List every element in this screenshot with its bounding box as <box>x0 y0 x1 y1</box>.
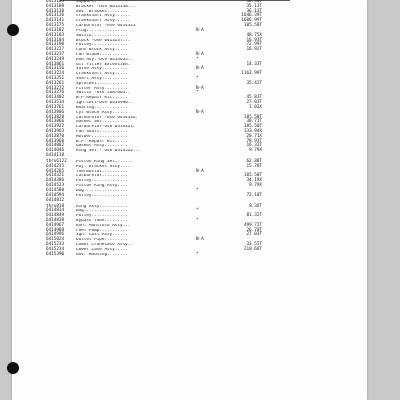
part-description: Shaft Assy.......... <box>76 77 128 81</box>
status-code: N-A <box>196 85 204 91</box>
part-description: Fan Shaft........... <box>76 129 128 134</box>
price: 26.78T <box>246 227 262 233</box>
part-description: Bypass Tube......... <box>76 218 128 223</box>
part-description: Cons Block Assy..... <box>76 48 128 53</box>
part-number: 6413190 <box>46 42 65 48</box>
part-description: W.P.Repair Kit...... <box>76 96 128 101</box>
part-number: 6413870 <box>46 133 65 139</box>
part-description: Carburetor.......... <box>76 174 128 179</box>
part-description: Pulley.............. <box>76 193 128 198</box>
part-description: Plug................ <box>76 28 128 33</box>
part-description: Fan Blade........... <box>76 52 128 57</box>
part-description: Support. <box>76 0 97 4</box>
part-number: 6413806 <box>46 109 65 115</box>
part-description: Switch.............. <box>76 33 128 38</box>
price: 16.93T <box>246 37 262 43</box>
price: 1.03X <box>249 104 262 110</box>
part-description: Outlet Pipe......... <box>76 238 128 243</box>
status-code: N-A <box>196 109 204 115</box>
status-code: N-A <box>196 237 204 243</box>
price: 34.19X <box>246 178 262 184</box>
price: 133.94X <box>243 128 262 134</box>
part-number: 6413237 <box>46 51 65 57</box>
part-description: Gov. Bracket........ <box>76 9 128 14</box>
part-number: 6413402 <box>46 95 65 101</box>
price: 45.83T <box>246 95 262 101</box>
part-description: Ign.Coil-Use 6414996.. <box>76 101 133 106</box>
price: 81.32T <box>246 213 262 219</box>
part-description: Exh. Manifold Assy... <box>76 223 131 228</box>
status-code: N-A <box>196 66 204 72</box>
part-number: 6413963 <box>46 128 65 134</box>
price: 210.66T <box>243 246 262 252</box>
part-number: 6414838 <box>46 217 65 223</box>
status-code: * <box>196 76 199 81</box>
part-number: thru818 <box>46 203 65 209</box>
status-code: * <box>196 251 199 257</box>
price: 185.50T <box>243 124 262 130</box>
part-number: 6414967 <box>46 222 65 228</box>
part-number: 6415390 <box>46 251 65 257</box>
part-description: Dog................. <box>76 188 128 193</box>
part-number: 6414988 <box>46 227 65 233</box>
part-number: 6413251 <box>46 76 65 81</box>
part-number: 6414812 <box>46 197 65 203</box>
part-number: 6414215 <box>46 163 65 169</box>
price: 36.13T <box>246 8 262 14</box>
price: 185.50T <box>243 173 262 179</box>
part-number: 6414002 <box>46 143 65 149</box>
price: 20.71X <box>246 133 262 139</box>
part-number: thru6122 <box>46 159 67 164</box>
part-description: Carburetor-Use 6414321. <box>76 125 136 130</box>
part-description: Gasket Assy......... <box>76 144 128 149</box>
status-code: * <box>196 187 199 193</box>
part-number: 6413141 <box>46 18 65 24</box>
part-number: 6413276 <box>46 90 65 96</box>
price: 35.13T <box>246 3 262 9</box>
price: 1162.99T <box>241 71 262 77</box>
part-number: 6414046 <box>46 148 65 154</box>
price: 499.72T <box>243 222 262 228</box>
part-description: Gasket Set.......... <box>76 120 128 125</box>
part-description: Holder.............. <box>76 134 128 139</box>
price: 33.55T <box>246 242 262 247</box>
part-description: Fuel Pump........... <box>76 228 128 233</box>
price: 16.33T <box>246 143 262 149</box>
part-number: 6413130 <box>46 8 65 14</box>
status-code: N-A <box>196 168 204 174</box>
part-number: 6413272 <box>46 85 65 91</box>
price: 27.03T <box>246 232 262 238</box>
price: 185.50T <box>243 23 262 29</box>
part-description: Cyl Block Assy...... <box>76 110 128 115</box>
part-number: 6413514 <box>46 100 65 106</box>
part-number: 6413224 <box>46 71 65 77</box>
part-description: Ring Assy........... <box>76 204 128 209</box>
part-description: Valve Assy.......... <box>76 67 128 72</box>
price: 9.79X <box>249 148 262 154</box>
part-description: Filter Assy......... <box>76 86 128 91</box>
part-number: 6413861 <box>46 61 65 67</box>
price-list <box>46 0 342 257</box>
part-description: Lower Case Assy..... <box>76 247 128 252</box>
price: 35.42T <box>246 80 262 86</box>
part-number: 6413261 <box>46 80 65 86</box>
part-description: Piston Ring Set....... <box>76 160 133 164</box>
part-number: 6413922 <box>46 124 65 130</box>
price: 62.88T <box>246 159 262 164</box>
part-description: Crankshaft Assy...... <box>76 19 131 24</box>
part-number: 6414386 <box>46 178 65 184</box>
part-description: Bearing............. <box>76 105 128 110</box>
part-description: Block -Use 6413237... <box>76 38 131 43</box>
part-number: 6414523 <box>46 183 65 189</box>
price: 78.93T <box>246 138 262 144</box>
part-number: 6413108 <box>46 3 65 9</box>
status-code: * <box>196 208 199 214</box>
price: 14.33T <box>246 61 262 67</box>
part-number: 6413761 <box>46 104 65 110</box>
part-description: Pulley.............. <box>76 43 128 48</box>
price: 16.92T <box>246 47 262 53</box>
part-number: 6414321 <box>46 173 65 179</box>
part-number: 6413175 <box>46 23 65 29</box>
price: 185.50T <box>243 114 262 120</box>
price: 30.71T <box>246 119 262 125</box>
part-number: 6413249 <box>46 56 65 62</box>
part-number: 6413183 <box>46 32 65 38</box>
part-description: Dog................. <box>76 209 128 214</box>
price: 1606.99T <box>241 18 262 24</box>
list-item <box>46 253 342 258</box>
part-description: Rod Asy.-Use 6413635.. <box>76 57 133 62</box>
price <box>218 253 262 258</box>
price: 9.79X <box>249 183 262 189</box>
part-description: Oil Filter Extension. <box>76 62 131 67</box>
punch-hole-top <box>7 24 19 36</box>
part-number: 6415233 <box>46 242 65 247</box>
part-number: 6415024 <box>46 237 65 243</box>
part-number: 6413828 <box>46 114 65 120</box>
part-description: Gov. Housing........ <box>76 252 128 257</box>
part-description: Sprocket............ <box>76 81 128 86</box>
part-description: Carburetor -Use 6414324. <box>76 115 139 120</box>
part-number: 6415234 <box>46 246 65 252</box>
part-number: 6414594 <box>46 192 65 198</box>
part-description: Piston Ring Assy.... <box>76 184 128 189</box>
part-number: 6414118 <box>46 153 65 158</box>
part-number: 6413960 <box>46 138 65 144</box>
part-number: 6414580 <box>46 187 65 193</box>
part-number: 6413156 <box>46 66 65 72</box>
price: 72.18T <box>246 192 262 198</box>
part-number: 6413227 <box>46 47 65 53</box>
part-description: Pulley.............. <box>76 179 128 184</box>
part-description: Crankshaft Assy...... <box>76 14 131 19</box>
part-number: 6414814 <box>46 208 65 214</box>
part-number: 6413136 <box>46 13 65 19</box>
status-code: * <box>196 90 199 96</box>
part-description: Lower Crankcase Assy.. <box>76 243 133 247</box>
part-description: Adj. Bracket Assy.... <box>76 164 131 169</box>
status-code: N-A <box>196 51 204 57</box>
price: 72.99T <box>246 42 262 48</box>
part-number: 6413105 <box>46 0 65 4</box>
price: 27.03T <box>246 100 262 106</box>
part-number: 6413182 <box>46 27 65 33</box>
price: 15.76T <box>246 163 262 169</box>
part-description: Carburetor -Use 6414321 <box>76 24 136 29</box>
catalog-page <box>12 0 367 400</box>
price: 48.75X <box>246 32 262 38</box>
punch-hole-bottom <box>7 362 19 374</box>
part-number: 6413866 <box>46 119 65 125</box>
part-number: 6414849 <box>46 213 65 219</box>
part-description: Thermostat.......... <box>76 169 128 174</box>
part-description: Pulley.............. <box>76 214 128 219</box>
part-description: Crankshaft Assy..... <box>76 72 128 77</box>
status-code: N-A <box>196 27 204 33</box>
status-code: * <box>196 217 199 223</box>
part-description: W.P. Repair Kit..... <box>76 139 128 144</box>
part-description: Bracket -Use 6413138... <box>76 4 136 9</box>
part-number: 6414996 <box>46 232 65 238</box>
part-description: Ign. Coil Assy...... <box>76 233 128 238</box>
part-number: 6414265 <box>46 168 65 174</box>
part-description: Ring Set - Use 6414522... <box>76 149 141 154</box>
status-code: * <box>196 56 199 62</box>
price: 1646.39T <box>241 13 262 19</box>
part-number: 6413184 <box>46 37 65 43</box>
part-description: Switch -Use 5487663.. <box>76 91 131 96</box>
price: 8.36T <box>249 203 262 209</box>
price: 30.38T <box>246 0 262 4</box>
